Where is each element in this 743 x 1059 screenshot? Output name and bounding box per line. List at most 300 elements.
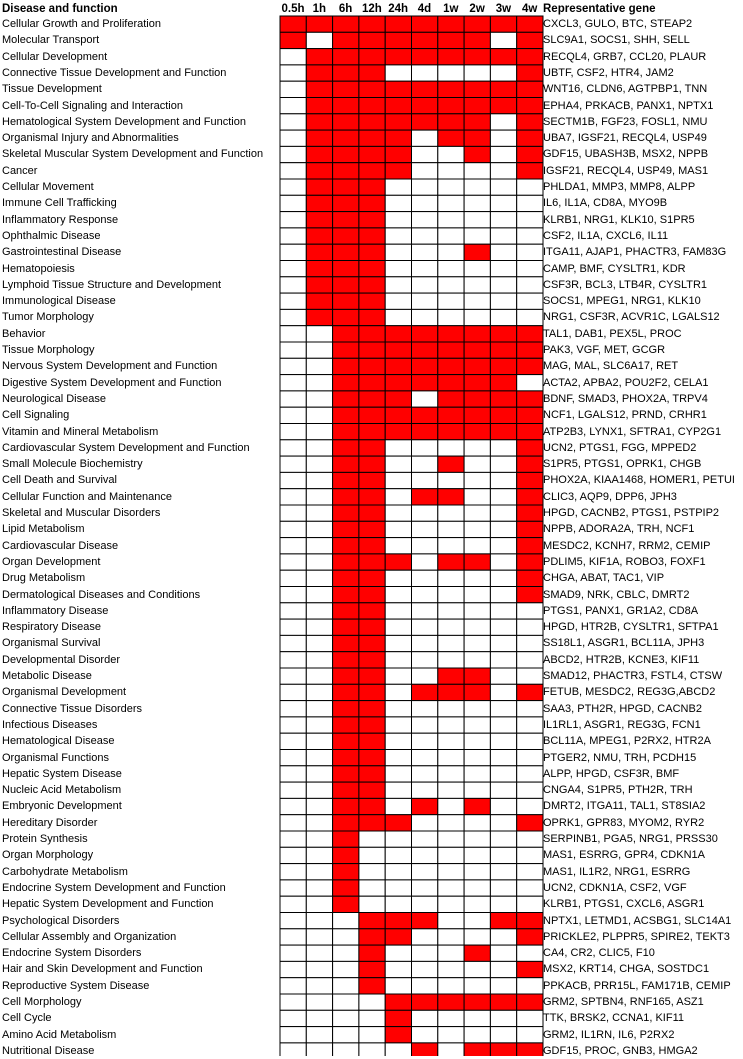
- heatmap-cell-empty: [438, 195, 464, 211]
- gene-label: PTGS1, PANX1, GR1A2, CD8A: [543, 604, 699, 617]
- heatmap-cell-hit: [438, 81, 464, 97]
- heatmap-cell-empty: [490, 766, 516, 782]
- heatmap-cell-empty: [412, 538, 438, 554]
- heatmap-cell-empty: [280, 701, 306, 717]
- heatmap-cell-hit: [333, 261, 359, 277]
- heatmap-cell-empty: [517, 375, 543, 391]
- heatmap-cell-empty: [306, 864, 332, 880]
- heatmap-cell-hit: [359, 358, 385, 374]
- function-label: Amino Acid Metabolism: [2, 1028, 117, 1041]
- heatmap-cell-empty: [517, 978, 543, 994]
- function-label: Cell Death and Survival: [2, 474, 117, 487]
- heatmap-cell-empty: [385, 619, 411, 635]
- heatmap-cell-empty: [306, 684, 332, 700]
- gene-label: BCL11A, MPEG1, P2RX2, HTR2A: [543, 735, 711, 748]
- heatmap-cell-hit: [359, 652, 385, 668]
- gene-label: RECQL4, GRB7, CCL20, PLAUR: [543, 50, 707, 63]
- heatmap-cell-empty: [385, 293, 411, 309]
- heatmap-cell-hit: [385, 16, 411, 32]
- heatmap-cell-empty: [517, 798, 543, 814]
- function-label: Psychological Disorders: [2, 914, 120, 927]
- heatmap-cell-empty: [490, 179, 516, 195]
- heatmap-cell-hit: [464, 130, 490, 146]
- heatmap-cell-hit: [359, 570, 385, 586]
- heatmap-cell-hit: [517, 587, 543, 603]
- heatmap-cell-empty: [385, 587, 411, 603]
- heatmap-cell-empty: [464, 293, 490, 309]
- heatmap-cell-empty: [280, 668, 306, 684]
- heatmap-cell-empty: [464, 65, 490, 81]
- gene-label: CHGA, ABAT, TAC1, VIP: [543, 572, 665, 585]
- heatmap-cell-empty: [385, 212, 411, 228]
- heatmap-cell-empty: [385, 603, 411, 619]
- heatmap-cell-hit: [306, 261, 332, 277]
- heatmap-cell-empty: [490, 864, 516, 880]
- function-label: Cell Morphology: [2, 996, 82, 1008]
- heatmap-cell-hit: [438, 684, 464, 700]
- heatmap-cell-hit: [438, 375, 464, 391]
- heatmap-cell-hit: [333, 342, 359, 358]
- heatmap-cell-hit: [438, 16, 464, 32]
- heatmap-cell-empty: [385, 228, 411, 244]
- heatmap-cell-empty: [306, 1010, 332, 1026]
- column-header-6h: 6h: [338, 3, 353, 15]
- heatmap-cell-empty: [412, 146, 438, 162]
- heatmap-cell-empty: [464, 978, 490, 994]
- heatmap-cell-empty: [280, 847, 306, 863]
- heatmap-cell-empty: [490, 570, 516, 586]
- function-label: Immunological Disease: [2, 295, 116, 308]
- heatmap-cell-empty: [412, 472, 438, 488]
- heatmap-cell-hit: [359, 619, 385, 635]
- heatmap-cell-empty: [464, 652, 490, 668]
- heatmap-cell-hit: [412, 994, 438, 1010]
- heatmap-cell-empty: [280, 766, 306, 782]
- heatmap-cell-hit: [517, 929, 543, 945]
- heatmap-cell-empty: [517, 864, 543, 880]
- function-label: Tumor Morphology: [2, 311, 94, 324]
- heatmap-cell-empty: [306, 831, 332, 847]
- gene-label: ATP2B3, LYNX1, SFTRA1, CYP2G1: [543, 425, 722, 438]
- heatmap-cell-hit: [385, 163, 411, 179]
- heatmap-cell-empty: [438, 864, 464, 880]
- heatmap-cell-empty: [490, 896, 516, 912]
- heatmap-cell-hit: [333, 391, 359, 407]
- heatmap-cell-hit: [333, 309, 359, 325]
- heatmap-cell-hit: [490, 98, 516, 114]
- heatmap-cell-empty: [464, 782, 490, 798]
- heatmap-cell-hit: [385, 342, 411, 358]
- gene-label: ABCD2, HTR2B, KCNE3, KIF11: [543, 653, 700, 666]
- column-header-4w: 4w: [522, 3, 538, 15]
- heatmap-cell-empty: [280, 81, 306, 97]
- heatmap-cell-empty: [280, 375, 306, 391]
- heatmap-cell-empty: [412, 130, 438, 146]
- heatmap-cell-hit: [490, 994, 516, 1010]
- heatmap-cell-hit: [306, 49, 332, 65]
- heatmap-cell-empty: [438, 179, 464, 195]
- heatmap-cell-hit: [517, 489, 543, 505]
- heatmap-cell-empty: [306, 505, 332, 521]
- heatmap-cell-empty: [280, 326, 306, 342]
- heatmap-cell-empty: [306, 945, 332, 961]
- heatmap-cell-empty: [517, 717, 543, 733]
- heatmap-cell-empty: [280, 684, 306, 700]
- function-label: Hepatic System Development and Function: [2, 898, 214, 911]
- heatmap-cell-hit: [359, 244, 385, 260]
- heatmap-cell-hit: [490, 16, 516, 32]
- heatmap-cell-hit: [385, 358, 411, 374]
- heatmap-cell-hit: [517, 505, 543, 521]
- function-label: Lipid Metabolism: [2, 523, 85, 536]
- gene-label: PPKACB, PRR15L, FAM171B, CEMIP: [543, 979, 731, 992]
- heatmap-cell-empty: [412, 391, 438, 407]
- heatmap-cell-hit: [517, 326, 543, 342]
- heatmap-cell-empty: [438, 929, 464, 945]
- heatmap-cell-empty: [385, 733, 411, 749]
- heatmap-cell-empty: [385, 782, 411, 798]
- heatmap-cell-empty: [280, 309, 306, 325]
- function-label: Cellular Growth and Proliferation: [2, 18, 161, 30]
- heatmap-cell-hit: [412, 424, 438, 440]
- heatmap-cell-hit: [517, 424, 543, 440]
- gene-label: S1PR5, PTGS1, OPRK1, CHGB: [543, 458, 702, 471]
- heatmap-cell-hit: [359, 228, 385, 244]
- heatmap-cell-empty: [385, 652, 411, 668]
- heatmap-cell-empty: [517, 782, 543, 798]
- heatmap-cell-empty: [438, 717, 464, 733]
- heatmap-cell-empty: [517, 309, 543, 325]
- gene-label: DMRT2, ITGA11, TAL1, ST8SIA2: [543, 800, 706, 813]
- function-label: Organismal Development: [2, 686, 127, 699]
- heatmap-cell-empty: [280, 961, 306, 977]
- gene-label: SLC9A1, SOCS1, SHH, SELL: [543, 34, 690, 47]
- heatmap-cell-empty: [280, 277, 306, 293]
- gene-label: SS18L1, ASGR1, BCL11A, JPH3: [543, 637, 705, 650]
- function-label: Dermatological Diseases and Conditions: [2, 588, 201, 601]
- gene-label: PTGER2, NMU, TRH, PCDH15: [543, 751, 697, 764]
- heatmap-cell-hit: [464, 16, 490, 32]
- heatmap-cell-hit: [359, 489, 385, 505]
- heatmap-cell-empty: [517, 896, 543, 912]
- heatmap-cell-empty: [412, 505, 438, 521]
- heatmap-cell-hit: [517, 16, 543, 32]
- heatmap-cell-empty: [438, 896, 464, 912]
- heatmap-cell-hit: [333, 505, 359, 521]
- heatmap-cell-empty: [280, 407, 306, 423]
- heatmap-cell-empty: [280, 261, 306, 277]
- heatmap-cell-hit: [385, 81, 411, 97]
- heatmap-cell-empty: [490, 733, 516, 749]
- heatmap-cell-empty: [412, 733, 438, 749]
- heatmap-cell-empty: [280, 994, 306, 1010]
- function-label: Hematological Disease: [2, 735, 115, 748]
- heatmap-cell-hit: [412, 684, 438, 700]
- heatmap-cell-hit: [385, 815, 411, 831]
- gene-label: ALPP, HPGD, CSF3R, BMF: [543, 767, 680, 780]
- heatmap-cell-empty: [517, 603, 543, 619]
- heatmap-cell-empty: [412, 815, 438, 831]
- heatmap-cell-empty: [385, 717, 411, 733]
- heatmap-cell-empty: [490, 505, 516, 521]
- gene-label: GRM2, IL1RN, IL6, P2RX2: [543, 1028, 675, 1041]
- heatmap-cell-empty: [490, 261, 516, 277]
- gene-label: GDF15, UBASH3B, MSX2, NPPB: [543, 148, 709, 161]
- heatmap-cell-empty: [517, 766, 543, 782]
- function-label: Respiratory Disease: [2, 621, 102, 634]
- heatmap-cell-empty: [280, 440, 306, 456]
- heatmap-cell-empty: [359, 864, 385, 880]
- function-label: Cell-To-Cell Signaling and Interaction: [2, 99, 183, 112]
- heatmap-cell-hit: [280, 16, 306, 32]
- heatmap-cell-hit: [464, 114, 490, 130]
- heatmap-cell-empty: [280, 342, 306, 358]
- heatmap-cell-hit: [438, 32, 464, 48]
- heatmap-cell-empty: [412, 521, 438, 537]
- heatmap-cell-hit: [464, 994, 490, 1010]
- heatmap-cell-empty: [306, 603, 332, 619]
- heatmap-cell-empty: [385, 864, 411, 880]
- gene-label: MESDC2, KCNH7, RRM2, CEMIP: [543, 539, 711, 552]
- heatmap-cell-empty: [490, 684, 516, 700]
- heatmap-cell-empty: [280, 195, 306, 211]
- gene-label: NCF1, LGALS12, PRND, CRHR1: [543, 409, 707, 422]
- heatmap-cell-hit: [306, 98, 332, 114]
- heatmap-cell-hit: [412, 114, 438, 130]
- heatmap-cell-hit: [359, 961, 385, 977]
- gene-label: CSF3R, BCL3, LTB4R, CYSLTR1: [543, 278, 708, 291]
- heatmap-cell-empty: [280, 212, 306, 228]
- heatmap-cell-empty: [306, 521, 332, 537]
- heatmap-cell-hit: [412, 32, 438, 48]
- heatmap-cell-hit: [306, 65, 332, 81]
- function-label: Inflammatory Response: [2, 213, 119, 226]
- heatmap-cell-hit: [306, 212, 332, 228]
- heatmap-cell-empty: [490, 489, 516, 505]
- function-label: Nervous System Development and Function: [2, 360, 218, 373]
- heatmap-cell-empty: [438, 652, 464, 668]
- function-label: Connective Tissue Disorders: [2, 702, 143, 715]
- gene-label: UBA7, IGSF21, RECQL4, USP49: [543, 132, 707, 145]
- heatmap-cell-hit: [517, 913, 543, 929]
- column-header-1w: 1w: [443, 3, 459, 15]
- heatmap-cell-empty: [280, 570, 306, 586]
- heatmap-cell-hit: [359, 521, 385, 537]
- heatmap-cell-empty: [306, 538, 332, 554]
- gene-label: PRICKLE2, PLPPR5, SPIRE2, TEKT3: [543, 930, 730, 943]
- heatmap-cell-empty: [490, 603, 516, 619]
- heatmap-cell-empty: [280, 179, 306, 195]
- function-label: Small Molecule Biochemistry: [2, 458, 143, 471]
- heatmap-cell-empty: [306, 554, 332, 570]
- heatmap-cell-empty: [359, 994, 385, 1010]
- heatmap-cell-empty: [412, 244, 438, 260]
- column-header-2w: 2w: [469, 3, 485, 15]
- heatmap-cell-empty: [333, 961, 359, 977]
- heatmap-cell-hit: [517, 146, 543, 162]
- heatmap-cell-empty: [464, 815, 490, 831]
- heatmap-cell-empty: [464, 619, 490, 635]
- heatmap-cell-hit: [359, 750, 385, 766]
- heatmap-cell-empty: [438, 277, 464, 293]
- heatmap-cell-empty: [280, 65, 306, 81]
- heatmap-cell-empty: [438, 619, 464, 635]
- heatmap-cell-hit: [464, 146, 490, 162]
- heatmap-cell-empty: [306, 798, 332, 814]
- heatmap-cell-hit: [517, 130, 543, 146]
- heatmap-cell-hit: [412, 49, 438, 65]
- heatmap-cell-hit: [385, 326, 411, 342]
- heatmap-cell-hit: [333, 701, 359, 717]
- heatmap-cell-empty: [333, 913, 359, 929]
- heatmap-cell-empty: [438, 733, 464, 749]
- heatmap-cell-hit: [464, 98, 490, 114]
- function-label: Cardiovascular Disease: [2, 539, 119, 552]
- heatmap-cell-empty: [464, 717, 490, 733]
- heatmap-cell-hit: [385, 375, 411, 391]
- heatmap-cell-empty: [333, 1043, 359, 1056]
- function-label: Organismal Functions: [2, 751, 109, 764]
- heatmap-cell-empty: [306, 880, 332, 896]
- heatmap-cell-hit: [490, 49, 516, 65]
- function-label: Digestive System Development and Function: [2, 376, 222, 389]
- heatmap-cell-hit: [333, 750, 359, 766]
- heatmap-cell-hit: [359, 98, 385, 114]
- heatmap-cell-empty: [412, 880, 438, 896]
- function-label: Organismal Survival: [2, 637, 101, 650]
- heatmap-cell-empty: [306, 342, 332, 358]
- heatmap-cell-hit: [333, 65, 359, 81]
- heatmap-cell-empty: [490, 538, 516, 554]
- heatmap-cell-hit: [359, 114, 385, 130]
- heatmap-cell-empty: [385, 896, 411, 912]
- heatmap-cell-hit: [333, 212, 359, 228]
- heatmap-cell-empty: [464, 195, 490, 211]
- heatmap-cell-empty: [464, 896, 490, 912]
- heatmap-cell-empty: [306, 782, 332, 798]
- heatmap-cell-empty: [464, 1027, 490, 1043]
- heatmap-cell-hit: [333, 277, 359, 293]
- header-representative-gene: Representative gene: [543, 3, 656, 15]
- heatmap-cell-empty: [412, 945, 438, 961]
- heatmap-cell-empty: [412, 179, 438, 195]
- heatmap-cell-empty: [280, 244, 306, 260]
- heatmap-cell-empty: [490, 717, 516, 733]
- heatmap-cell-hit: [517, 554, 543, 570]
- heatmap-cell-hit: [359, 326, 385, 342]
- heatmap-cell-empty: [490, 440, 516, 456]
- heatmap-cell-empty: [517, 277, 543, 293]
- heatmap-cell-hit: [385, 913, 411, 929]
- heatmap-cell-hit: [412, 16, 438, 32]
- heatmap-cell-hit: [385, 391, 411, 407]
- heatmap-cell-hit: [333, 472, 359, 488]
- function-label: Developmental Disorder: [2, 653, 120, 666]
- heatmap-cell-hit: [464, 81, 490, 97]
- heatmap-cell-hit: [359, 603, 385, 619]
- heatmap-cell-empty: [464, 847, 490, 863]
- heatmap-cell-hit: [385, 554, 411, 570]
- heatmap-cell-empty: [490, 945, 516, 961]
- heatmap-cell-empty: [438, 163, 464, 179]
- heatmap-cell-hit: [517, 994, 543, 1010]
- heatmap-cell-hit: [359, 293, 385, 309]
- heatmap-cell-empty: [517, 750, 543, 766]
- heatmap-cell-empty: [385, 538, 411, 554]
- heatmap-cell-hit: [333, 538, 359, 554]
- heatmap-cell-hit: [412, 98, 438, 114]
- gene-label: BDNF, SMAD3, PHOX2A, TRPV4: [543, 392, 708, 405]
- heatmap-cell-empty: [412, 978, 438, 994]
- heatmap-cell-hit: [306, 146, 332, 162]
- heatmap-cell-hit: [517, 114, 543, 130]
- heatmap-cell-empty: [412, 587, 438, 603]
- heatmap-cell-empty: [306, 961, 332, 977]
- heatmap-cell-empty: [306, 847, 332, 863]
- heatmap-cell-empty: [359, 1043, 385, 1056]
- heatmap-cell-hit: [517, 1043, 543, 1056]
- function-label: Cellular Movement: [2, 181, 94, 193]
- function-label: Vitamin and Mineral Metabolism: [2, 425, 159, 438]
- heatmap-cell-hit: [359, 472, 385, 488]
- gene-label: EPHA4, PRKACB, PANX1, NPTX1: [543, 99, 714, 112]
- gene-label: FETUB, MESDC2, REG3G,ABCD2: [543, 686, 716, 699]
- heatmap-cell-hit: [359, 391, 385, 407]
- heatmap-cell-empty: [464, 472, 490, 488]
- gene-label: CXCL3, GULO, BTC, STEAP2: [543, 18, 693, 30]
- heatmap-cell-hit: [464, 798, 490, 814]
- heatmap-cell-empty: [490, 472, 516, 488]
- heatmap-cell-hit: [359, 456, 385, 472]
- heatmap-cell-empty: [280, 456, 306, 472]
- heatmap-cell-hit: [517, 81, 543, 97]
- gene-label: PDLIM5, KIF1A, ROBO3, FOXF1: [543, 555, 706, 568]
- heatmap-cell-empty: [280, 472, 306, 488]
- heatmap-cell-hit: [490, 1043, 516, 1056]
- function-label: Neurological Disease: [2, 392, 106, 405]
- heatmap-cell-empty: [280, 864, 306, 880]
- heatmap-cell-hit: [438, 554, 464, 570]
- heatmap-cell-hit: [333, 244, 359, 260]
- heatmap-cell-hit: [464, 391, 490, 407]
- heatmap-cell-hit: [359, 929, 385, 945]
- gene-label: NPPB, ADORA2A, TRH, NCF1: [543, 523, 695, 536]
- heatmap-cell-empty: [333, 978, 359, 994]
- heatmap-cell-empty: [306, 733, 332, 749]
- gene-label: SOCS1, MPEG1, NRG1, KLK10: [543, 295, 701, 308]
- heatmap-cell-hit: [333, 717, 359, 733]
- function-label: Carbohydrate Metabolism: [2, 865, 128, 878]
- heatmap-cell-empty: [306, 1027, 332, 1043]
- heatmap-cell-empty: [490, 750, 516, 766]
- heatmap-cell-empty: [359, 1027, 385, 1043]
- heatmap-cell-empty: [306, 717, 332, 733]
- heatmap-cell-hit: [359, 815, 385, 831]
- gene-label: KLRB1, NRG1, KLK10, S1PR5: [543, 213, 695, 226]
- heatmap-cell-empty: [412, 668, 438, 684]
- heatmap-cell-hit: [517, 32, 543, 48]
- heatmap-cell-empty: [490, 163, 516, 179]
- function-label: Reproductive System Disease: [2, 979, 150, 992]
- gene-label: SERPINB1, PGA5, NRG1, PRSS30: [543, 833, 718, 845]
- heatmap-cell-empty: [490, 65, 516, 81]
- heatmap-cell-empty: [280, 896, 306, 912]
- heatmap-cell-empty: [490, 277, 516, 293]
- heatmap-cell-empty: [490, 293, 516, 309]
- heatmap-cell-hit: [359, 32, 385, 48]
- heatmap-cell-empty: [385, 635, 411, 651]
- heatmap-cell-empty: [280, 880, 306, 896]
